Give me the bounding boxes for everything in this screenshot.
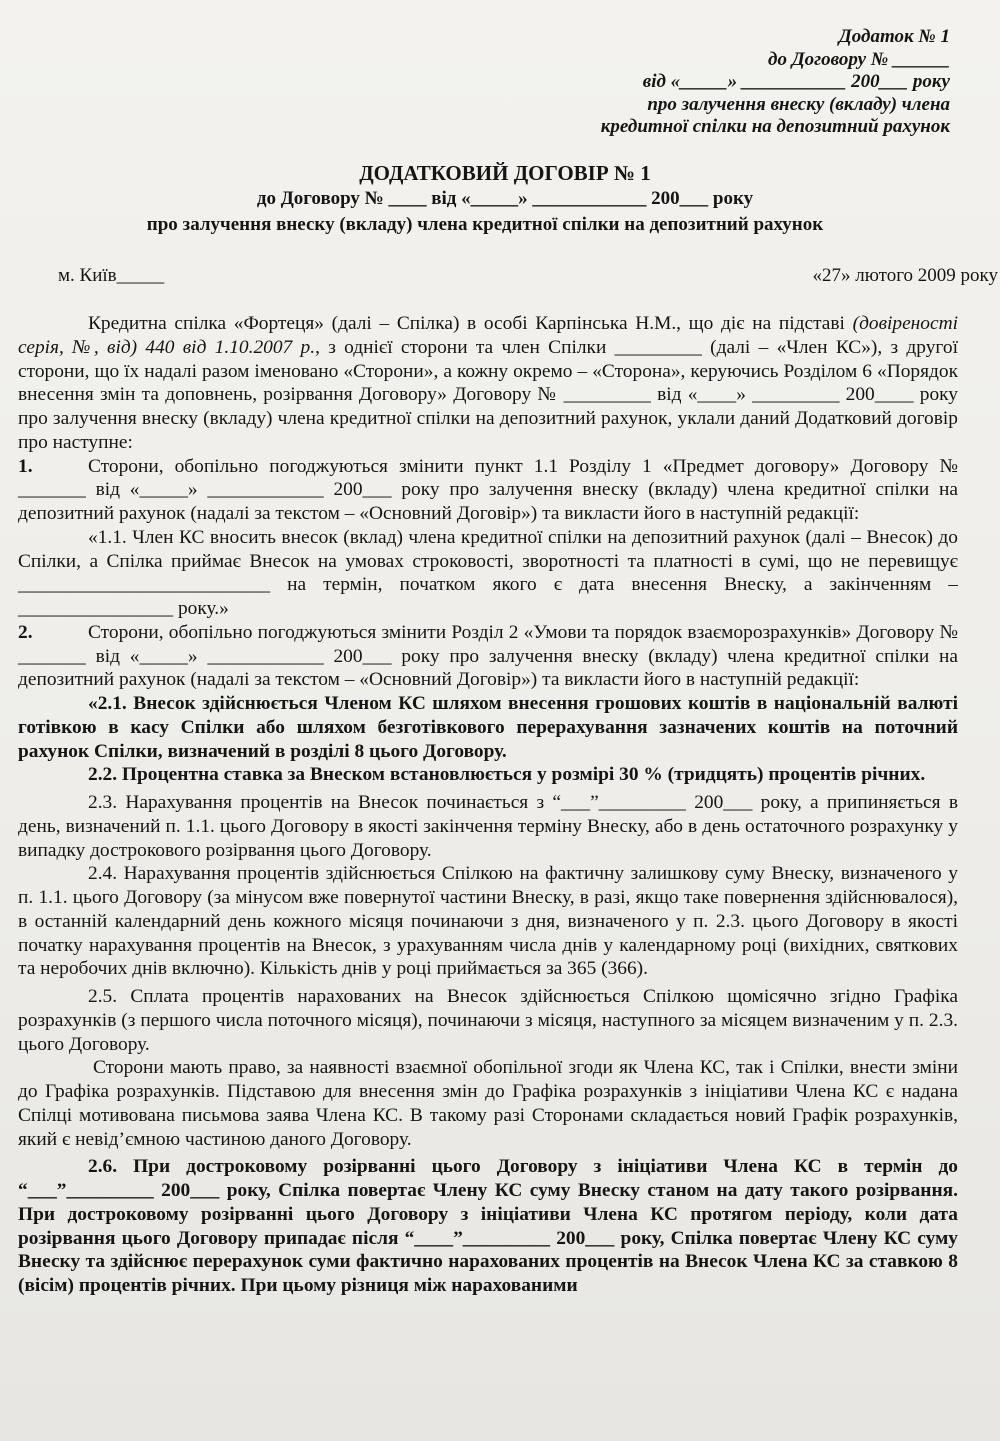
title-line: до Договору № ____ від «_____» ____________ 200___ року: [256, 188, 754, 209]
document-date: «27» лютого 2009 року: [812, 265, 998, 286]
item-2-paragraph: [18, 621, 958, 692]
item-number: 2.: [18, 621, 33, 643]
preamble-text: (довіреності серія, №, від) 440 від 1.10.2007 р.: [18, 313, 958, 358]
place-of-signing: м. Київ_____: [58, 265, 165, 286]
annex-line: Додаток № 1: [838, 26, 950, 47]
document-title: [0, 160, 1000, 238]
item-number: 1.: [18, 455, 33, 477]
document-body: [18, 312, 958, 1298]
preamble-text: Кредитна спілка «Фортеця» (далі – Спілка) в особі Карпінська Н.М., що діє на підставі: [88, 313, 853, 334]
item-text: Сторони, обопільно погоджуються змінити пункт 1.1 Розділу 1 «Предмет договору» Договору № _______ від «_____» ____________ 200___ року про залучення внеску (вкладу) члена кредитної спілки на депозитний рахунок (надалі за текстом – «Основний Договір») та викласти його в наступній редакції:: [18, 455, 958, 524]
title-line: ДОДАТКОВИЙ ДОГОВІР № 1: [359, 161, 651, 185]
annex-line: до Договору № ______: [768, 48, 950, 70]
clause-paragraph: 2.5. Сплата процентів нарахованих на Внесок здійснюється Спілкою щомісячно згідно Графіка розрахунків (з першого числа поточного місяця), починаючи з місяця, наступного за місяцем визначеним у п. 2.3. цього Договору.: [18, 986, 958, 1055]
title-line: про залучення внеску (вкладу) члена кредитної спілки на депозитний рахунок: [146, 214, 824, 235]
clause-paragraph: 2.2. Процентна ставка за Внеском встановлюється у розмірі 30 % (тридцять) процентів річних.: [88, 764, 926, 786]
clause-paragraph: «2.1. Внесок здійснюється Членом КС шляхом внесення грошових коштів в національній валюті готівкою в касу Спілки або шляхом безготівкового перерахування зазначених коштів на поточний рахунок Спілки, визначений в розділі 8 цього Договору.: [18, 693, 958, 762]
clause-paragraph: Сторони мають право, за наявності взаємної обопільної згоди як Члена КС, так і Спілки, внести зміни до Графіка розрахунків. Підставою для внесення змін до Графіка розрахунків з ініціативи Члена КС є надана Спілці мотивована письмова заява Члена КС. В такому разі Сторонами складається новий Графік розрахунків, який є невід’ємною частиною даного Договору.: [18, 1057, 958, 1150]
annex-line: про залучення внеску (вкладу) члена: [647, 93, 950, 115]
item-1-paragraph: [18, 455, 958, 526]
clause-paragraph: 2.6. При достроковому розірванні цього Договору з ініціативи Члена КС в термін до “___”_________ 200___ року, Спілка повертає Члену КС суму Внеску станом на дату такого розірвання. При достроковому розірванні цього Договору з ініціативи Члена КС протягом періоду, коли дата розірвання цього Договору припадає після “____”_________ 200___ року, Спілка повертає Члену КС суму Внеску та здійснює перерахунок суми фактично нарахованих процентів на Внесок Члена КС за ставкою 8 (вісім) процентів річних. При цьому різниця між нарахованими: [18, 1156, 958, 1296]
item-text: Сторони, обопільно погоджуються змінити Розділ 2 «Умови та порядок взаєморозрахунків» Договору № _______ від «_____» ____________ 200___ року про залучення внеску (вкладу) члена кредитної спілки на депозитний рахунок (надалі за текстом – «Основний Договір») та викласти його в наступній редакції:: [18, 621, 958, 691]
preamble-text: , з однієї сторони та член Спілки _________ (далі – «Член КС»), з другої сторони, що їх надалі разом іменовано «Сторони», а кожну окремо – «Сторона», керуючись Розділом 6 «Порядок внесення змін та доповнень, розірвання Договору» Договору № _________ від «____» _________ 200____ року про залучення внеску (вкладу) члена кредитної спілки на депозитний рахунок, уклали даний Додатковий договір про наступне:: [18, 336, 958, 453]
preamble-paragraph: [18, 312, 958, 455]
quote-paragraph: «1.1. Член КС вносить внесок (вклад) члена кредитної спілки на депозитний рахунок (далі – Внесок) до Спілки, а Спілка приймає Внесок на умовах строковості, зворотності та платності в сумі, що не перевищує __________________________ на термін, початком якого є дата внесення Внеску, а закінченням – ________________ року.»: [18, 526, 958, 619]
annex-line: від «_____» ___________ 200___ року: [642, 71, 950, 92]
clause-paragraph: 2.4. Нарахування процентів здійснюється Спілкою на фактичну залишкову суму Внеску, визначеного у п. 1.1. цього Договору (за мінусом вже повернутої частини Внеску, в разі, якщо таке повернення здійснювалося), в останній календарний день кожного місяця починаючи з дня, визначеного у п. 2.3. цього Договору в якості початку нарахування процентів на Внесок, з урахуванням числа днів у календарному році (вихідних, святкових та неробочих днів включно). Кількість днів у році приймається за 365 (366).: [18, 863, 958, 980]
annex-line: кредитної спілки на депозитний рахунок: [600, 116, 950, 137]
annex-header: [601, 26, 950, 139]
clause-paragraph: 2.3. Нарахування процентів на Внесок починається з “___”_________ 200___ року, а припиняється в день, визначений п. 1.1. цього Договору в якості закінчення терміну Внеску, або в день остаточного розрахунку у випадку дострокового розірвання цього Договору.: [18, 792, 958, 861]
